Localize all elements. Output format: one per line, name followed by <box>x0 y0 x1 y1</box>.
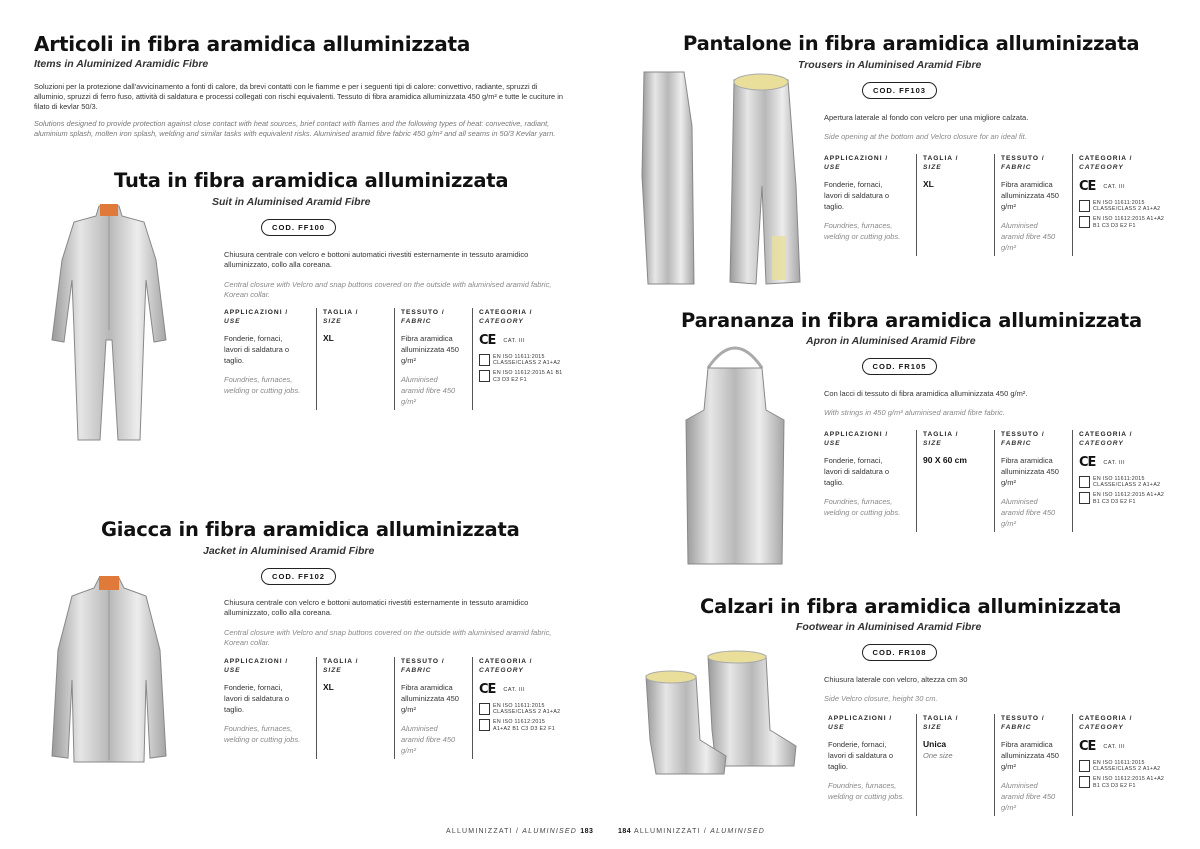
spec-use-column <box>824 430 916 532</box>
spec-size-column <box>916 714 994 816</box>
header-use: APPLICAZIONI / <box>828 715 893 722</box>
header-fabric: TESSUTO / <box>1001 715 1045 722</box>
use-it: Fonderie, fornaci, lavori di saldatura o taglio. <box>824 180 890 211</box>
header-fabric: TESSUTO / <box>401 658 445 665</box>
product-title: Parananza in fibra aramidica alluminizzata <box>681 309 1142 332</box>
use-en: Foundries, furnaces, welding or cutting jobs. <box>824 221 901 241</box>
product-description-it: Con lacci di tessuto di fibra aramidica alluminizzata 450 g/m². <box>824 389 1028 398</box>
welding-pictogram-icon <box>1079 200 1090 212</box>
header-size: TAGLIA / <box>323 309 359 316</box>
ce-mark: CE <box>479 682 496 697</box>
size-value: XL <box>923 179 934 189</box>
header-category-en: CATEGORY <box>479 318 524 325</box>
fabric-en: Aluminised aramid fibre 450 g/m² <box>401 724 456 755</box>
flame-pictogram-icon <box>1079 216 1090 228</box>
product-subtitle: Trousers in Aluminised Aramid Fibre <box>798 59 982 71</box>
certification-11611: EN ISO 11611:2015 CLASSE/CLASS 2 A1+A2 <box>1093 476 1161 489</box>
header-category: CATEGORIA / <box>479 309 533 316</box>
product-description-it: Apertura laterale al fondo con velcro per una migliore calzata. <box>824 113 1029 122</box>
header-fabric: TESSUTO / <box>1001 155 1045 162</box>
welding-pictogram-icon <box>1079 760 1090 772</box>
fabric-it: Fibra aramidica alluminizzata 450 g/m² <box>401 683 459 714</box>
flame-pictogram-icon <box>479 719 490 731</box>
spec-table <box>824 154 1169 256</box>
size-value: XL <box>323 333 334 343</box>
header-use-en: USE <box>824 440 841 447</box>
header-category: CATEGORIA / <box>1079 715 1133 722</box>
fabric-it: Fibra aramidica alluminizzata 450 g/m² <box>1001 740 1059 771</box>
product-description-en: Central closure with Velcro and snap buttons covered on the outside with aluminised aramid fabric, Korean collar. <box>224 280 552 299</box>
header-fabric-en: FABRIC <box>1001 440 1032 447</box>
product-title: Tuta in fibra aramidica alluminizzata <box>114 169 509 192</box>
ce-mark: CE <box>479 333 496 348</box>
footer-right <box>618 828 765 835</box>
footer-right-it: ALLUMINIZZATI / <box>633 828 708 835</box>
use-it: Fonderie, fornaci, lavori di saldatura o taglio. <box>828 740 894 771</box>
header-size-en: SIZE <box>323 667 342 674</box>
spec-use-column <box>828 714 916 816</box>
header-fabric-en: FABRIC <box>1001 724 1032 731</box>
ce-mark: CE <box>1079 179 1096 194</box>
header-use: APPLICAZIONI / <box>824 155 889 162</box>
category-value: CAT. III <box>503 686 526 693</box>
product-subtitle: Apron in Aluminised Aramid Fibre <box>806 335 976 347</box>
spec-category-column <box>472 308 564 410</box>
fabric-en: Aluminised aramid fibre 450 g/m² <box>401 375 456 406</box>
spec-fabric-column <box>994 154 1072 256</box>
product-description-it: Chiusura laterale con velcro, altezza cm 30 <box>824 675 968 684</box>
use-it: Fonderie, fornaci, lavori di saldatura o taglio. <box>824 456 890 487</box>
page-number-right: 184 <box>618 828 632 835</box>
product-description-en: Side Velcro closure, height 30 cm. <box>824 694 938 703</box>
spec-table <box>224 657 564 759</box>
welding-pictogram-icon <box>479 703 490 715</box>
product-code-badge: COD. FF102 <box>261 568 336 585</box>
certification-11612: EN ISO 11612:2015 A1+A2 B1 C3 D3 E2 F1 <box>1093 492 1165 505</box>
page-title-left: Articoli in fibra aramidica alluminizzata <box>34 32 471 56</box>
header-use-en: USE <box>824 164 841 171</box>
size-value-en: One size <box>923 751 953 760</box>
welding-pictogram-icon <box>479 354 490 366</box>
product-description-it: Chiusura centrale con velcro e bottoni automatici rivestiti esternamente in tessuto aramidico alluminizzato, collo alla coreana. <box>224 598 529 617</box>
product-code-badge: COD. FF100 <box>261 219 336 236</box>
spec-category-column <box>1072 714 1169 816</box>
fabric-en: Aluminised aramid fibre 450 g/m² <box>1001 221 1056 252</box>
spec-table <box>224 308 564 410</box>
use-en: Foundries, furnaces, welding or cutting jobs. <box>824 497 901 517</box>
footwear-image <box>636 650 812 780</box>
certification-11611: EN ISO 11611:2015 CLASSE/CLASS 2 A1+A2 <box>1093 760 1161 773</box>
footer-left-en: ALUMINISED <box>522 828 578 835</box>
spec-use-column <box>224 657 316 759</box>
intro-english: Solutions designed to provide protection against close contact with heat sources, brief contact with flames and the following types of heat: convective, radiant, aluminium splash, molten iron splash, welding and similar tasks with equivalent risks. Aluminised aramid fibre fabric 450 g/m² and all seams in 50/3 Kevlar yarn. <box>34 119 556 138</box>
spec-size-column <box>916 430 994 532</box>
certification-11612: EN ISO 11612:2015 A1 B1 C3 D3 E2 F1 <box>493 370 563 383</box>
header-size: TAGLIA / <box>923 431 959 438</box>
spec-table <box>824 430 1169 532</box>
fabric-it: Fibra aramidica alluminizzata 450 g/m² <box>401 334 459 365</box>
product-description-en: Side opening at the bottom and Velcro closure for an ideal fit. <box>824 132 1027 141</box>
use-it: Fonderie, fornaci, lavori di saldatura o taglio. <box>224 683 290 714</box>
use-it: Fonderie, fornaci, lavori di saldatura o taglio. <box>224 334 290 365</box>
header-category: CATEGORIA / <box>1079 431 1133 438</box>
fabric-en: Aluminised aramid fibre 450 g/m² <box>1001 781 1056 812</box>
spec-fabric-column <box>994 430 1072 532</box>
spec-category-column <box>472 657 564 759</box>
header-size-en: SIZE <box>923 164 942 171</box>
spec-fabric-column <box>994 714 1072 816</box>
header-size: TAGLIA / <box>323 658 359 665</box>
fabric-it: Fibra aramidica alluminizzata 450 g/m² <box>1001 456 1059 487</box>
header-fabric-en: FABRIC <box>1001 164 1032 171</box>
category-value: CAT. III <box>1103 183 1126 190</box>
spec-use-column <box>224 308 316 410</box>
product-code-badge: COD. FR108 <box>862 644 937 661</box>
header-category: CATEGORIA / <box>1079 155 1133 162</box>
flame-pictogram-icon <box>1079 492 1090 504</box>
spec-fabric-column <box>394 308 472 410</box>
certification-11612: EN ISO 11612:2015 A1+A2 B1 C3 D3 E2 F1 <box>1093 776 1165 789</box>
spec-size-column <box>316 657 394 759</box>
header-use: APPLICAZIONI / <box>224 658 289 665</box>
category-value: CAT. III <box>503 337 526 344</box>
spec-category-column <box>1072 430 1169 532</box>
size-value: XL <box>323 682 334 692</box>
spec-fabric-column <box>394 657 472 759</box>
spec-use-column <box>824 154 916 256</box>
intro-italian: Soluzioni per la protezione dall'avvicinamento a fonti di calore, da brevi contatti con le fiamme e per i seguenti tipi di calore: convettivo, radiante, spruzzi di alluminio, spruzzi di ferro fuso, attività di saldatura e processi collegati con rischi equivalenti. Tessuto di fibra aramidica alluminizzata 450 g/m² e tutte le cuciture in filato di kevlar 50/3. <box>34 82 563 111</box>
header-category: CATEGORIA / <box>479 658 533 665</box>
flame-pictogram-icon <box>1079 776 1090 788</box>
size-value: Unica <box>923 739 947 749</box>
certification-11612: EN ISO 11612:2015 A1+A2 B1 C3 D3 E2 F1 <box>493 719 556 732</box>
apron-image <box>680 338 790 568</box>
suit-image <box>44 200 174 448</box>
header-category-en: CATEGORY <box>1079 440 1124 447</box>
header-use-en: USE <box>224 318 241 325</box>
fabric-en: Aluminised aramid fibre 450 g/m² <box>1001 497 1056 528</box>
certification-11611: EN ISO 11611:2015 CLASSE/CLASS 2 A1+A2 <box>1093 200 1161 213</box>
trousers-image <box>636 66 816 288</box>
size-value: 90 X 60 cm <box>923 455 967 465</box>
use-en: Foundries, furnaces, welding or cutting jobs. <box>224 724 301 744</box>
product-code-badge: COD. FF103 <box>862 82 937 99</box>
header-size-en: SIZE <box>923 724 942 731</box>
header-category-en: CATEGORY <box>479 667 524 674</box>
product-subtitle: Jacket in Aluminised Aramid Fibre <box>203 545 375 557</box>
header-fabric-en: FABRIC <box>401 318 432 325</box>
page-subtitle-left: Items in Aluminized Aramidic Fibre <box>34 58 209 70</box>
header-fabric: TESSUTO / <box>401 309 445 316</box>
flame-pictogram-icon <box>479 370 490 382</box>
category-value: CAT. III <box>1103 743 1126 750</box>
spec-size-column <box>316 308 394 410</box>
header-size-en: SIZE <box>923 440 942 447</box>
ce-mark: CE <box>1079 455 1096 470</box>
product-title: Calzari in fibra aramidica alluminizzata <box>700 595 1122 618</box>
ce-mark: CE <box>1079 739 1096 754</box>
header-use: APPLICAZIONI / <box>224 309 289 316</box>
certification-11611: EN ISO 11611:2015 CLASSE/CLASS 2 A1+A2 <box>493 703 561 716</box>
welding-pictogram-icon <box>1079 476 1090 488</box>
use-en: Foundries, furnaces, welding or cutting jobs. <box>224 375 301 395</box>
product-description-en: Central closure with Velcro and snap buttons covered on the outside with aluminised aramid fabric, Korean collar. <box>224 628 552 647</box>
page-number-left: 183 <box>580 828 594 835</box>
product-title: Pantalone in fibra aramidica alluminizzata <box>683 32 1140 55</box>
product-subtitle: Footwear in Aluminised Aramid Fibre <box>796 621 982 633</box>
header-use: APPLICAZIONI / <box>824 431 889 438</box>
footer-right-en: ALUMINISED <box>710 828 766 835</box>
product-description-en: With strings in 450 g/m² aluminised aramid fibre fabric. <box>824 408 1005 417</box>
header-category-en: CATEGORY <box>1079 724 1124 731</box>
header-size-en: SIZE <box>323 318 342 325</box>
spec-table <box>828 714 1169 816</box>
header-size: TAGLIA / <box>923 715 959 722</box>
fabric-it: Fibra aramidica alluminizzata 450 g/m² <box>1001 180 1059 211</box>
product-subtitle: Suit in Aluminised Aramid Fibre <box>212 196 371 208</box>
certification-11611: EN ISO 11611:2015 CLASSE/CLASS 2 A1+A2 <box>493 354 561 367</box>
header-use-en: USE <box>828 724 845 731</box>
certification-11612: EN ISO 11612:2015 A1+A2 B1 C3 D3 E2 F1 <box>1093 216 1165 229</box>
header-fabric: TESSUTO / <box>1001 431 1045 438</box>
product-code-badge: COD. FR105 <box>862 358 937 375</box>
header-category-en: CATEGORY <box>1079 164 1124 171</box>
product-description-it: Chiusura centrale con velcro e bottoni automatici rivestiti esternamente in tessuto aramidico alluminizzato, collo alla coreana. <box>224 250 529 269</box>
footer-left-it: ALLUMINIZZATI / <box>446 828 520 835</box>
spec-size-column <box>916 154 994 256</box>
footer-left <box>446 828 593 835</box>
category-value: CAT. III <box>1103 459 1126 466</box>
header-use-en: USE <box>224 667 241 674</box>
header-size: TAGLIA / <box>923 155 959 162</box>
product-title: Giacca in fibra aramidica alluminizzata <box>101 518 520 541</box>
header-fabric-en: FABRIC <box>401 667 432 674</box>
spec-category-column <box>1072 154 1169 256</box>
use-en: Foundries, furnaces, welding or cutting jobs. <box>828 781 905 801</box>
jacket-image <box>44 570 174 770</box>
